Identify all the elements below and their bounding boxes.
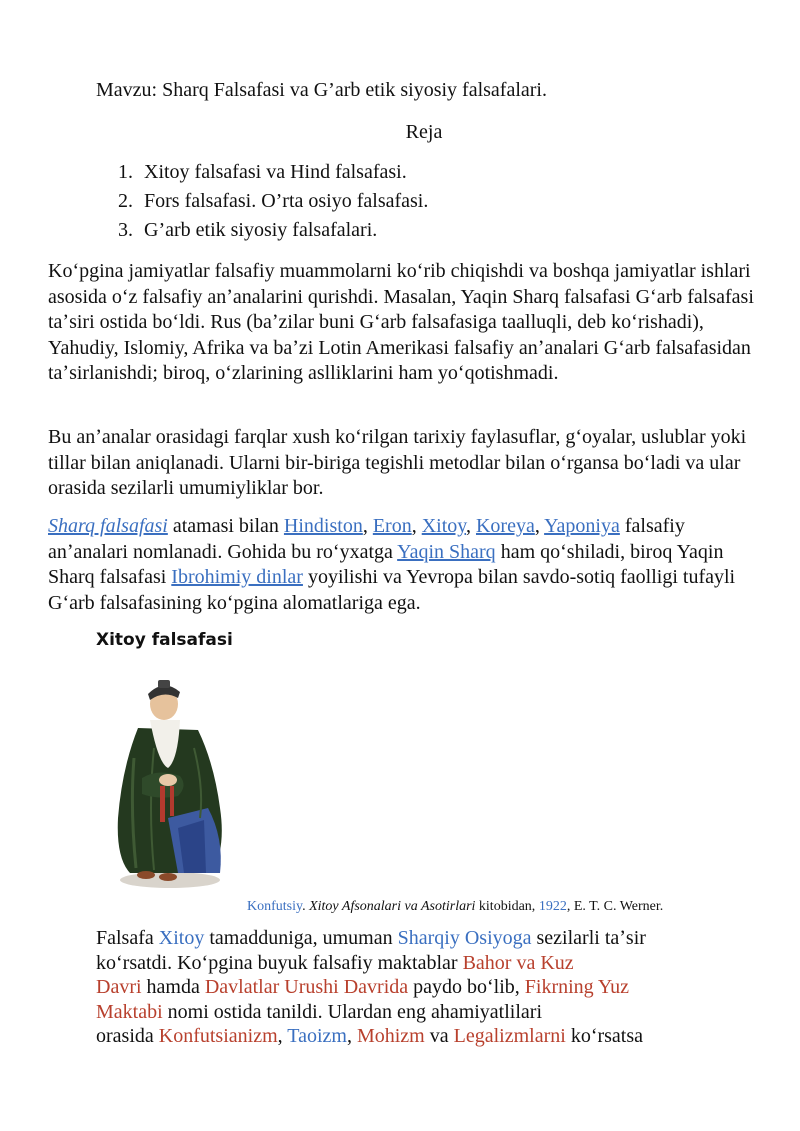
text-line [96,975,736,1000]
text-run: tamadduniga, umuman [204,927,398,949]
text-run: falsafiy anʼanalari nomlanadi. Gohida bu roʻyxatga [48,515,685,563]
text-run: , [277,1025,288,1047]
paragraph-differences: Bu anʼanalar orasidagi farqlar xush koʻrilgan tarixiy faylasuflar, gʻoyalar, uslublar yoki tillar bilan aniqlanadi. Ularni bir-biriga tegishli metodlar bilan oʻrgansa boʻladi va ular orasida sezilarli umumiyliklar bor. [48,426,747,499]
caption-link-year[interactable]: 1922 [538,899,567,914]
text-run: , [534,515,545,537]
plan-item-number: 2. [118,190,133,212]
text-run: , [411,515,422,537]
link-bahor-va-kuz[interactable]: Bahor va Kuz [462,951,574,974]
link-xitoy-2[interactable]: Xitoy [158,927,205,949]
topic-line: Mavzu: Sharq Falsafasi va G’arb etik siyosiy falsafalari. [96,79,547,101]
plan-item [118,158,428,187]
link-mohizm[interactable]: Mohizm [356,1025,425,1047]
text-run: yoyilishi va Yevropa bilan savdo-sotiq faolligi tufayli Gʻarb falsafasining koʻpgina alomatlariga ega. [48,566,736,614]
text-line [96,1000,736,1025]
text-run: paydo boʻlib, [408,976,525,998]
link-bahor-va-kuz-davri[interactable]: Davri [96,976,142,998]
text-run: ham qoʻshiladi, biroq Yaqin Sharq falsafasi [48,540,724,588]
link-ibrohimiy-dinlar[interactable]: Ibrohimiy dinlar [171,566,303,588]
text-run: koʻrsatsa [565,1025,644,1047]
link-maktabi[interactable]: Maktabi [96,1000,163,1023]
plan-item [118,216,428,245]
text-run: atamasi bilan [167,515,284,537]
text-run: va [424,1025,454,1047]
caption-link-konfutsiy[interactable]: Konfutsiy [247,899,303,914]
link-sharq-falsafasi[interactable]: Sharq falsafasi [48,515,168,537]
text-line [96,926,736,951]
section-heading: Xitoy falsafasi [96,630,233,650]
plan-list [118,158,428,245]
link-konfutsianizm[interactable]: Konfutsianizm [158,1025,278,1047]
link-davlatlar-urushi[interactable]: Davlatlar Urushi Davrida [204,976,409,998]
text-run: , [465,515,476,537]
confucius-portrait [108,668,238,893]
text-run: koʻrsatdi. Koʻpgina buyuk falsafiy maktablar [96,951,463,974]
text-run: orasida [96,1025,159,1047]
confucius-illustration-icon [108,668,238,893]
link-hindiston[interactable]: Hindiston [283,515,363,537]
link-koreya[interactable]: Koreya [475,515,535,537]
text-run: hamda [141,976,205,998]
plan-item-number: 1. [118,161,133,183]
text-run: , E. T. C. Werner. [566,899,664,914]
text-line [96,1024,736,1049]
paragraph-eastern-philosophy [48,514,760,616]
link-yaponiya[interactable]: Yaponiya [544,515,620,537]
plan-item-text: G’arb etik siyosiy falsafalari. [144,219,378,241]
plan-item [118,187,428,216]
link-fikrning-yuz[interactable]: Fikrning Yuz [524,976,630,998]
plan-item-number: 3. [118,219,133,241]
caption-book-title: Xitoy Afsonalari va Asotirlari [309,899,476,914]
plan-item-text: Xitoy falsafasi va Hind falsafasi. [144,161,407,183]
link-legalizmlarni[interactable]: Legalizmlarni [453,1025,566,1047]
plan-title: Reja [405,121,443,143]
paragraph-chinese-philosophy [96,926,736,1049]
link-sharqiy-osiyoga[interactable]: Sharqiy Osiyoga [397,927,532,949]
text-line [96,951,736,976]
text-run: . [302,899,310,914]
paragraph-intro: Koʻpgina jamiyatlar falsafiy muammolarni koʻrib chiqishdi va boshqa jamiyatlar ishlari asosida oʻz falsafiy anʼanalarini qurishdi. Masalan, Yaqin Sharq falsafasi Gʻarb falsafasi taʼsiri ostida boʻldi. Rus (baʼzilar buni Gʻarb falsafasiga taalluqli, deb koʻrishadi), Yahudiy, Islomiy, Afrika va baʼzi Lotin Amerikasi falsafiy anʼanalari Gʻarb falsafasidan taʼsirlanishdi; biroq, oʻzlarining aslliklarini ham yoʻqotishmadi. [48,260,754,384]
text-run: , [362,515,373,537]
link-eron[interactable]: Eron [372,515,412,537]
link-taoizm[interactable]: Taoizm [287,1025,347,1047]
figure-caption [247,899,663,915]
text-run: sezilarli taʼsir [531,927,646,949]
text-run: nomi ostida tanildi. Ulardan eng ahamiyatlilari [162,1000,543,1023]
text-run: , [346,1025,357,1047]
link-xitoy[interactable]: Xitoy [421,515,466,537]
link-yaqin-sharq[interactable]: Yaqin Sharq [397,540,496,563]
text-run: kitobidan, [475,899,539,914]
plan-item-text: Fors falsafasi. O’rta osiyo falsafasi. [144,190,429,212]
text-run: Falsafa [96,927,159,949]
